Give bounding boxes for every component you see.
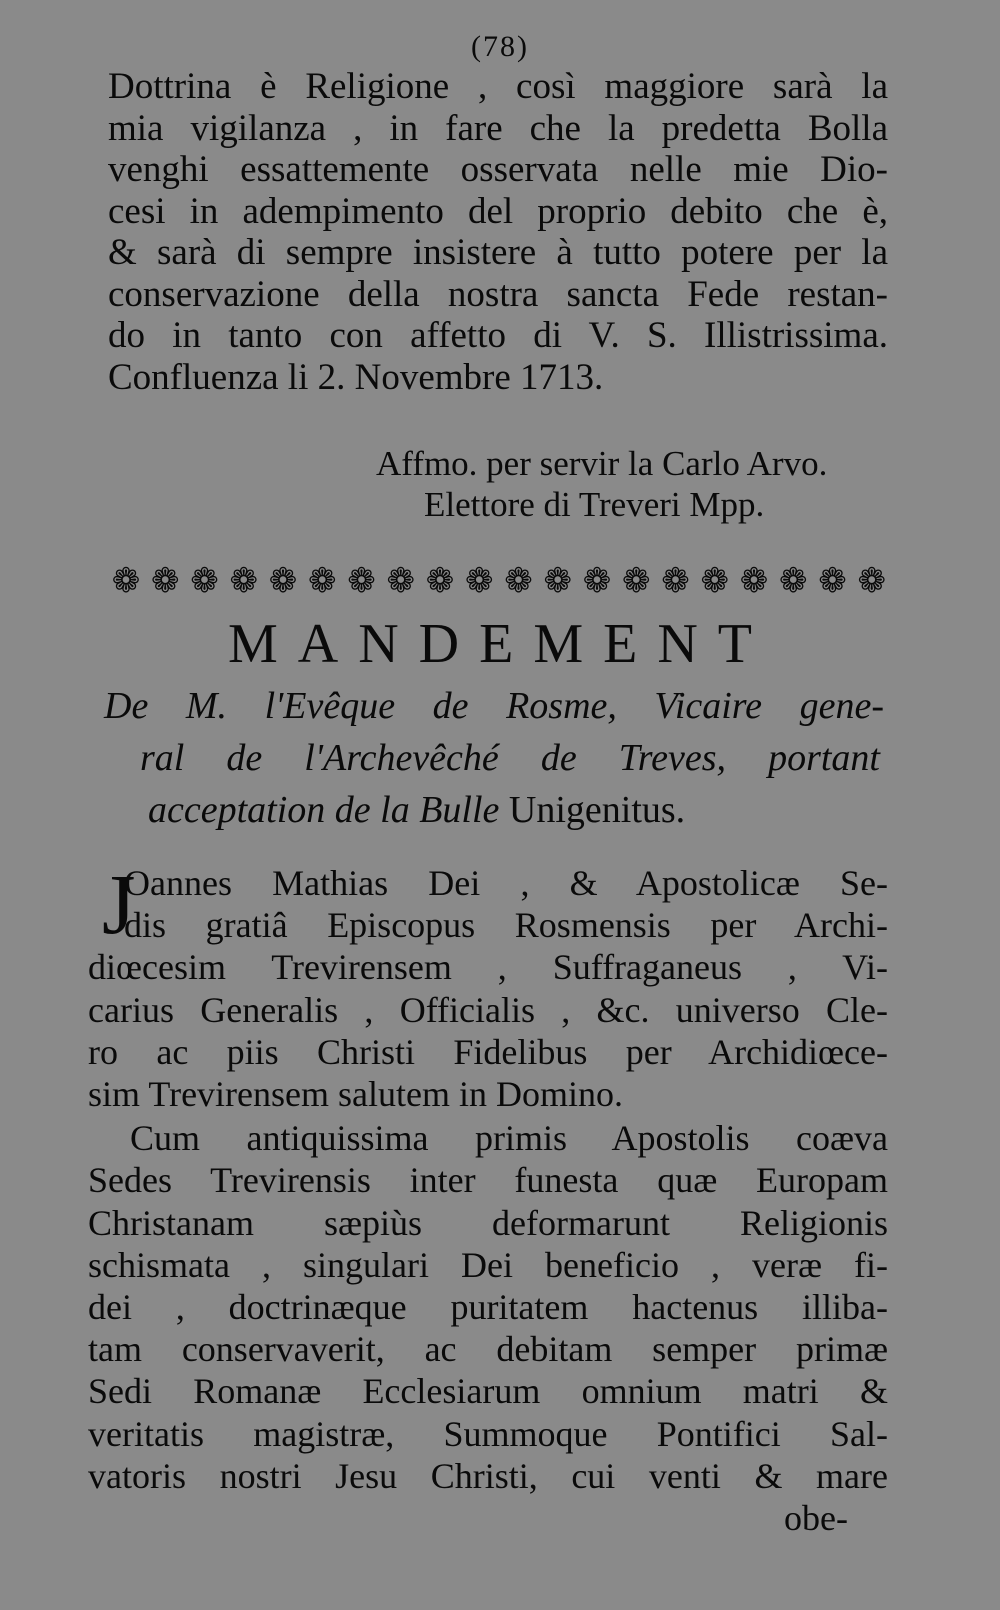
ornament-icon: ❁ xyxy=(111,563,141,600)
signature xyxy=(0,443,1000,525)
paragraph-line: Oannes Mathias Dei , & Apostolicæ Se- xyxy=(124,863,888,903)
letter-line: conservazione della nostra sancta Fede restan- xyxy=(108,273,888,315)
paragraph-line: dis gratiâ Episcopus Rosmensis per Archi- xyxy=(124,905,888,946)
paragraph-line: sim Trevirensem salutem in Domino. xyxy=(88,1074,623,1115)
letter-line: venghi essattemente osservata nelle mie Dio- xyxy=(108,149,888,190)
paragraph-line: Cum antiquissima primis Apostolis coæva xyxy=(130,1118,888,1159)
subtitle-line-1: De M. l'Evêque de Rosme, Vicaire gene- xyxy=(104,685,884,727)
ornament-icon: ❁ xyxy=(308,563,337,600)
ornament-icon: ❁ xyxy=(190,563,219,600)
paragraph-line: carius Generalis , Officialis , &c. universo Cle- xyxy=(88,989,888,1030)
subtitle-line-2: ral de l'Archevêché de Treves, portant xyxy=(140,737,880,779)
ornament-icon: ❁ xyxy=(386,563,415,600)
ornament-icon: ❁ xyxy=(582,563,612,600)
section-subtitle xyxy=(0,680,1000,836)
ornament-icon: ❁ xyxy=(347,563,376,600)
letter-line: Confluenza li 2. Novembre 1713. xyxy=(108,356,604,398)
ornament-icon: ❁ xyxy=(151,563,180,600)
letter-line: do in tanto con affetto di V. S. Illistrissima. xyxy=(108,315,888,356)
ornament-icon: ❁ xyxy=(543,563,572,600)
paragraph-line: diœcesim Trevirensem , Suffraganeus , Vi- xyxy=(88,947,888,988)
drop-cap: J xyxy=(102,856,136,952)
ornament-icon: ❁ xyxy=(622,563,651,600)
letter-line: Dottrina è Religione , così maggiore sarà la xyxy=(108,66,888,107)
ornament-icon: ❁ xyxy=(504,563,533,600)
paragraph-line: schismata , singulari Dei beneficio , veræ fi- xyxy=(88,1244,888,1285)
ornament-icon: ❁ xyxy=(268,563,298,600)
paragraph-line: vatoris nostri Jesu Christi, cui venti & mare xyxy=(88,1455,888,1496)
section-heading: MANDEMENT xyxy=(228,613,772,675)
mandement-text xyxy=(88,856,888,1539)
ornament-icon: ❁ xyxy=(661,563,690,600)
paragraph-line: Sedi Romanæ Ecclesiarum omnium matri & xyxy=(88,1371,888,1412)
paragraph-1 xyxy=(88,856,888,1115)
letter-body xyxy=(108,66,888,398)
page-number: (78) xyxy=(471,30,529,63)
paragraph-line: ro ac piis Christi Fidelibus per Archidiœce- xyxy=(88,1031,888,1072)
letter-line: mia vigilanza , in fare che la predetta Bolla xyxy=(108,107,888,149)
paragraph-line: Christanam sæpiùs deformarunt Religionis xyxy=(88,1202,888,1243)
ornament-icon: ❁ xyxy=(700,563,729,600)
ornament-rule xyxy=(108,562,890,602)
subtitle-italic-part: acceptation de la Bulle xyxy=(148,789,509,831)
subtitle-line-3 xyxy=(0,784,1000,836)
ornament-icon: ❁ xyxy=(739,563,769,600)
letter-line: cesi in adempimento del proprio debito che è, xyxy=(108,190,888,232)
catchword: obe- xyxy=(784,1498,848,1539)
paragraph-2 xyxy=(88,1117,888,1539)
paragraph-line: dei , doctrinæque puritatem hactenus illiba- xyxy=(88,1287,888,1328)
ornament-icon: ❁ xyxy=(779,563,808,600)
paragraph-line: Sedes Trevirensis inter funesta quæ Europam xyxy=(88,1160,888,1201)
ornament-icon: ❁ xyxy=(425,563,455,600)
ornament-icon: ❁ xyxy=(229,563,258,600)
signature-line-1: Affmo. per servir la Carlo Arvo. xyxy=(376,444,828,483)
paragraph-line: veritatis magistræ, Summoque Pontifici Sal- xyxy=(88,1413,888,1454)
ornament-icon: ❁ xyxy=(818,563,847,600)
ornament-icon: ❁ xyxy=(465,563,494,600)
bull-name: Unigenitus. xyxy=(508,789,686,831)
ornament-icon: ❁ xyxy=(857,563,886,600)
signature-line-2: Elettore di Treveri Mpp. xyxy=(424,485,765,524)
paragraph-line: tam conservaverit, ac debitam semper primæ xyxy=(88,1329,888,1370)
letter-line: & sarà di sempre insistere à tutto potere per la xyxy=(108,232,888,273)
